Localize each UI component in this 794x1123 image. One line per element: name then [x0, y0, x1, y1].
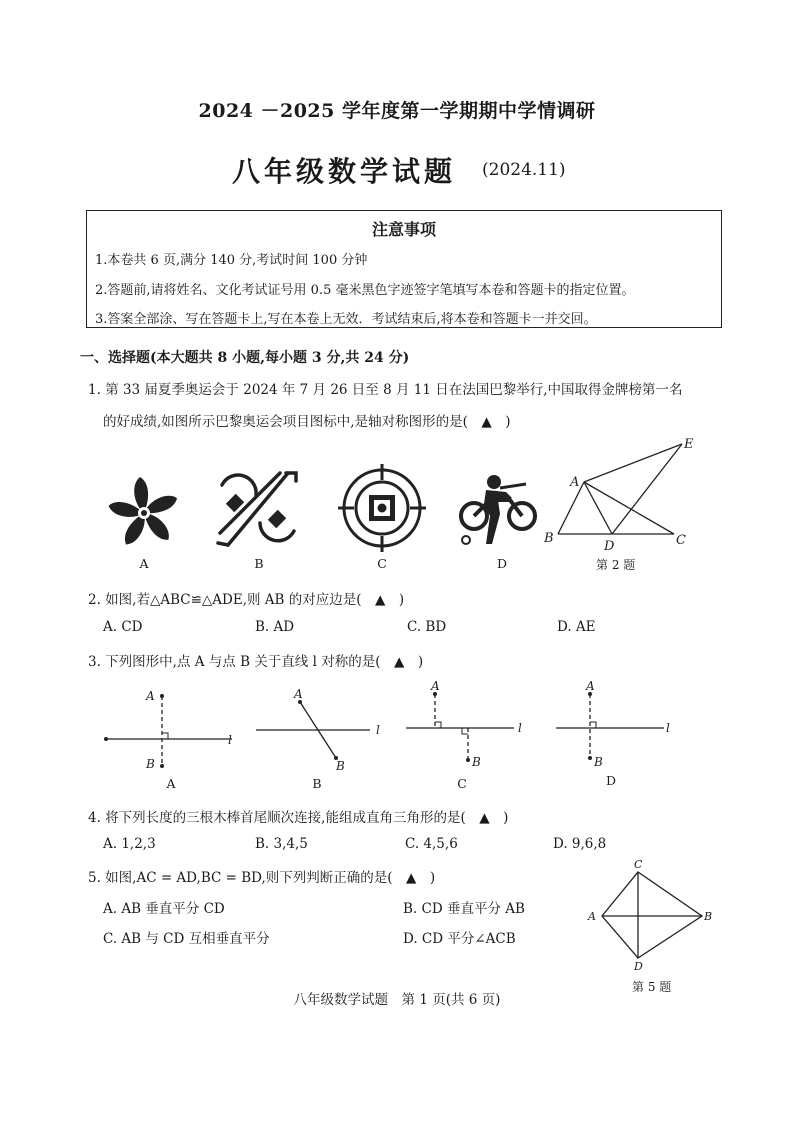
q3-option-a: A — [166, 776, 176, 791]
exam-date: (2024.11) — [482, 160, 566, 180]
q3-stem: 3. 下列图形中,点 A 与点 B 关于直线 l 对称的是( ▲ ) — [88, 654, 424, 670]
fig2-label-b: B — [544, 531, 554, 546]
fig2-label-e: E — [684, 437, 694, 452]
q3a-label-b: B — [146, 757, 155, 771]
q1-option-b: B — [254, 556, 264, 571]
q2-stem: 2. 如图,若△ABC≌△ADE,则 AB 的对应边是( ▲ ) — [88, 592, 405, 608]
fig5-caption: 第 5 题 — [632, 980, 672, 994]
q3b-label-a: A — [294, 687, 303, 701]
exam-term-title: 2024 －2025 学年度第一学期期中学情调研 — [198, 100, 596, 122]
q5-option-b: B. CD 垂直平分 AB — [403, 901, 525, 917]
q3-figure-a — [98, 684, 240, 776]
q5-option-d: D. CD 平分∠ACB — [403, 931, 516, 947]
q1-option-c: C — [377, 556, 387, 571]
q1-option-d: D — [496, 556, 508, 571]
figure-5-kite — [584, 858, 720, 974]
fig2-label-a: A — [570, 475, 580, 490]
notice-title: 注意事项 — [371, 220, 436, 239]
q3a-label-a: A — [146, 689, 155, 703]
q3-option-c: C — [457, 776, 467, 791]
q1-stem-line2: 的好成绩,如图所示巴黎奥运会项目图标中,是轴对称图形的是( ▲ ) — [103, 414, 511, 430]
fig2-label-d: D — [604, 539, 615, 554]
q3c-label-l: l — [518, 721, 522, 735]
q3b-label-b: B — [336, 759, 345, 773]
fencing-icon — [208, 465, 304, 553]
q1-option-a: A — [139, 556, 149, 571]
q3a-label-l: l — [228, 733, 232, 747]
q4-option-d: D. 9,6,8 — [553, 836, 607, 852]
fig2-caption: 第 2 题 — [596, 558, 636, 572]
fig5-label-a: A — [588, 910, 596, 923]
notice-item-2: 2.答题前,请将姓名、文化考试证号用 0.5 毫米黑色字迹签字笔填写本卷和答题卡的指定位置。 — [95, 283, 635, 298]
q2-option-c: C. BD — [407, 619, 447, 635]
q2-option-b: B. AD — [255, 619, 295, 635]
q3d-label-b: B — [594, 755, 603, 769]
q4-option-c: C. 4,5,6 — [405, 836, 458, 852]
fig5-label-c: C — [634, 858, 643, 871]
q5-option-c: C. AB 与 CD 互相垂直平分 — [103, 931, 270, 947]
archery-target-icon — [336, 462, 428, 554]
q3-figure-d — [552, 678, 684, 776]
q4-stem: 4. 将下列长度的三根木棒首尾顺次连接,能组成直角三角形的是( ▲ ) — [88, 810, 509, 826]
q3d-label-l: l — [666, 721, 670, 735]
q3-option-d: D — [605, 773, 617, 788]
q2-option-d: D. AE — [557, 619, 596, 635]
q4-option-b: B. 3,4,5 — [255, 836, 308, 852]
cycling-icon — [456, 474, 546, 552]
fig2-label-c: C — [676, 533, 686, 548]
fig5-label-d: D — [634, 960, 643, 973]
fig5-label-b: B — [704, 910, 713, 923]
q3d-label-a: A — [586, 679, 595, 693]
q3b-label-l: l — [376, 723, 380, 737]
section-heading: 一、选择题(本大题共 8 小题,每小题 3 分,共 24 分) — [80, 350, 410, 366]
notice-box — [86, 210, 722, 328]
figure-2-triangles — [538, 430, 710, 554]
exam-title: 八年级数学试题 — [232, 155, 457, 188]
q1-stem-line1: 1. 第 33 届夏季奥运会于 2024 年 7 月 26 日至 8 月 11 日在法国巴黎举行,中国取得金牌榜第一名 — [88, 382, 683, 398]
q2-option-a: A. CD — [103, 619, 143, 635]
q3-figure-b — [252, 684, 387, 776]
notice-item-3: 3.答案全部涂、写在答题卡上,写在本卷上无效．考试结束后,将本卷和答题卡一并交回。 — [95, 312, 597, 327]
page-footer: 八年级数学试题 第 1 页(共 6 页) — [293, 992, 501, 1008]
q3c-label-b: B — [472, 755, 481, 769]
q4-option-a: A. 1,2,3 — [103, 836, 156, 852]
pinwheel-icon — [98, 472, 190, 554]
q5-option-a: A. AB 垂直平分 CD — [103, 901, 225, 917]
q3-option-b: B — [312, 776, 322, 791]
q3-figure-c — [402, 680, 532, 776]
q3c-label-a: A — [431, 680, 440, 693]
q5-stem: 5. 如图,AC = AD,BC = BD,则下列判断正确的是( ▲ ) — [88, 870, 436, 886]
notice-item-1: 1.本卷共 6 页,满分 140 分,考试时间 100 分钟 — [95, 253, 368, 268]
